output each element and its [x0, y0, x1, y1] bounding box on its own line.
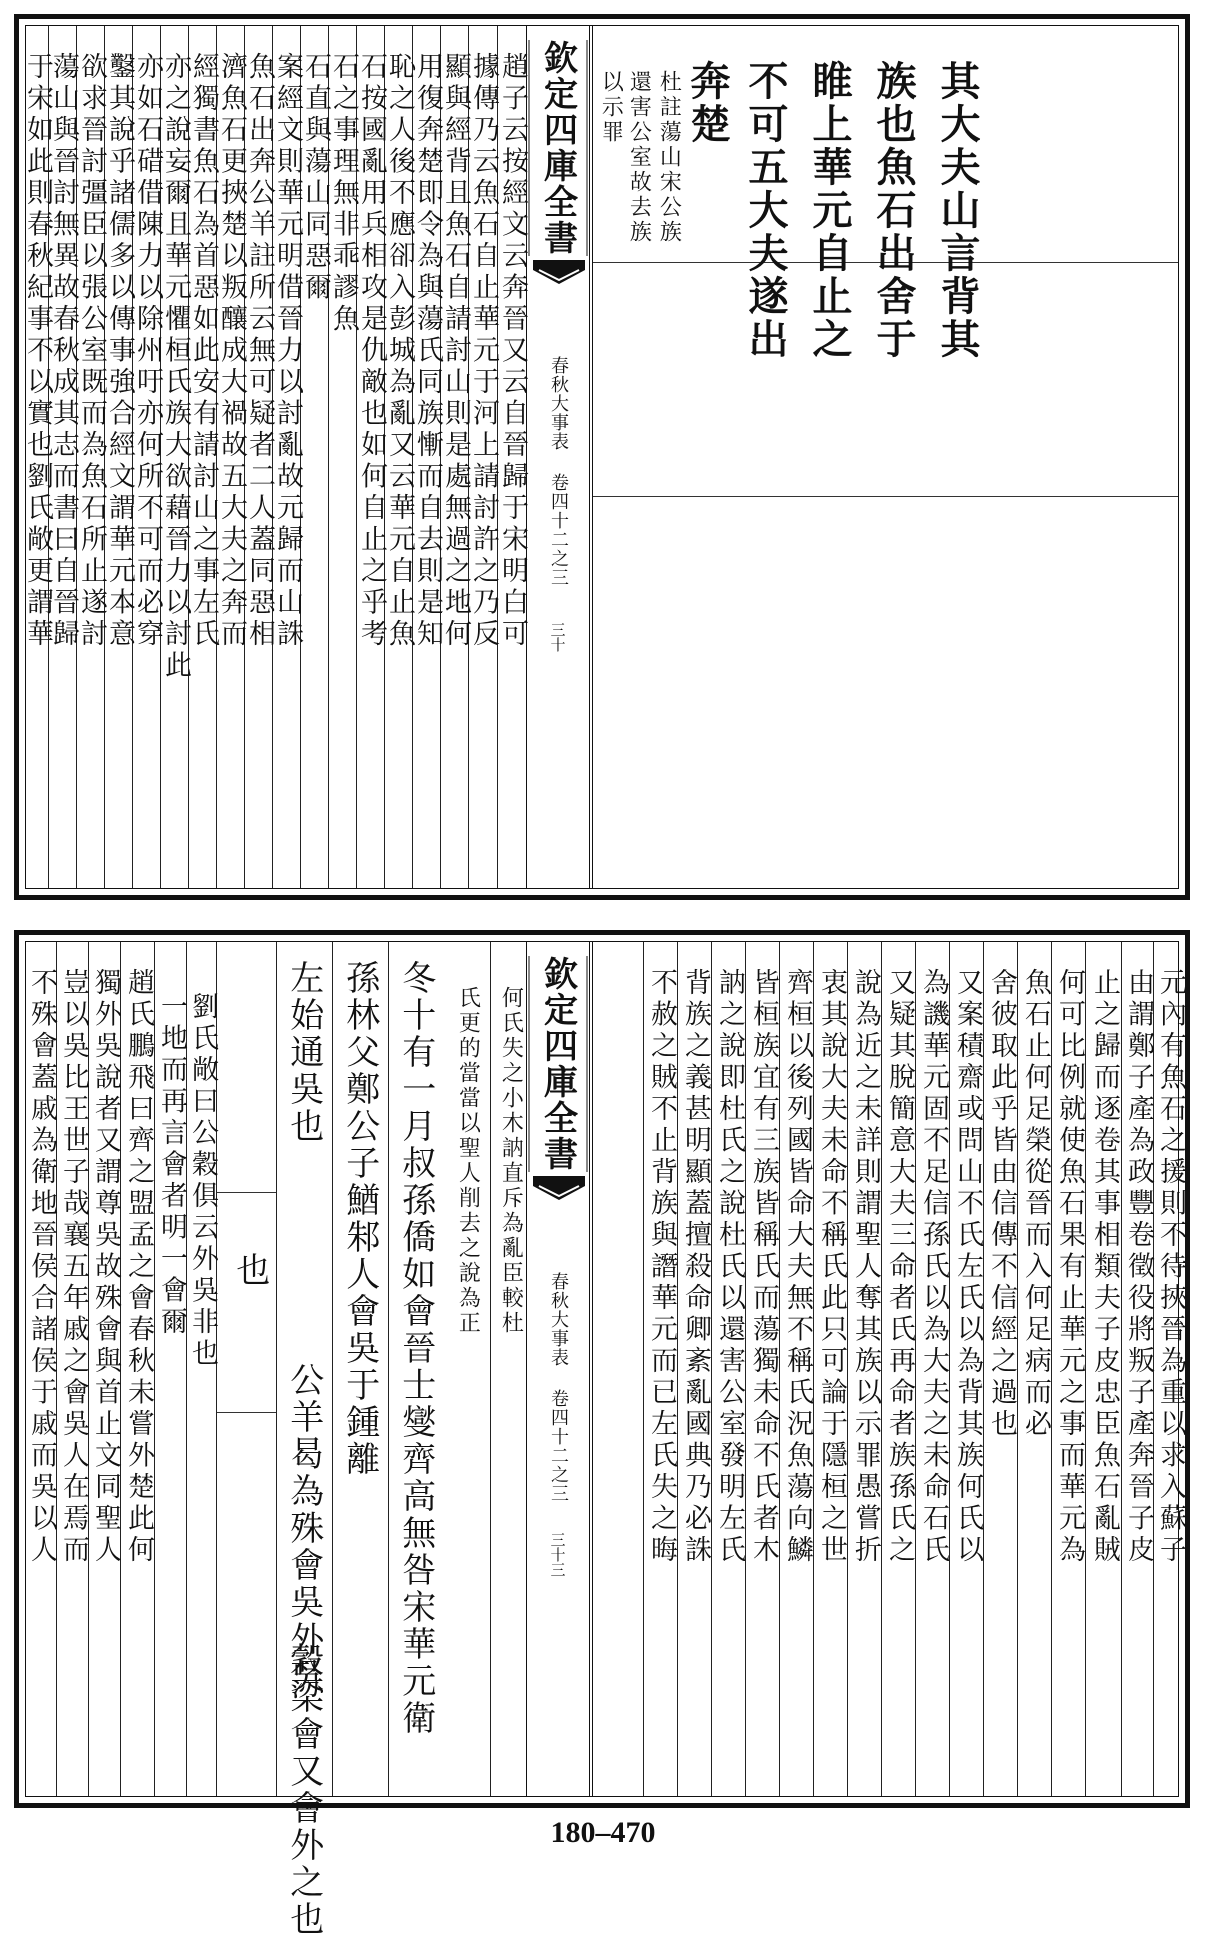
- text-column-box: [26, 942, 56, 1796]
- text-column: 欲求晉討彊臣以張公室既而為魚石所止遂討: [76, 52, 108, 651]
- text-column-box: [813, 942, 847, 1796]
- text-column: 不可五大夫遂出: [742, 60, 789, 361]
- text-column-box: [22, 26, 54, 888]
- text-column: 齊桓以後列國皆命大夫無不稱氏況魚蕩向鱗: [782, 968, 814, 1567]
- text-column: 石直與蕩山同惡爾: [300, 52, 332, 304]
- text-column: 經獨書魚石為首惡如此安有請討山之事左氏: [188, 52, 220, 651]
- text-column-box: [76, 26, 108, 888]
- text-column: 蕩山與晉討無異故春秋成其志而書曰自晉歸: [48, 52, 80, 651]
- text-column-box: [711, 942, 745, 1796]
- text-column: 魚石止何足榮從晉而入何足病而必: [1020, 968, 1052, 1441]
- annotation-column: 以示罪: [598, 70, 624, 145]
- text-column-box: [1153, 942, 1185, 1796]
- text-column-box: [132, 26, 164, 888]
- text-column-box: [332, 942, 388, 1796]
- gloss-divider: [217, 1412, 276, 1413]
- text-column-box: [216, 26, 248, 888]
- text-column: 冬十有一月叔孫僑如會晉士燮齊高無咎宋華元衛: [395, 960, 436, 1737]
- fish-tail-ornament: [533, 1176, 585, 1202]
- text-column-box: [104, 26, 136, 888]
- text-column: 趙子云按經文云奔晉又云自晉歸于宋明白可: [497, 52, 529, 651]
- text-column: 訥之說即杜氏之說杜氏以還害公室發明左氏: [714, 968, 746, 1567]
- text-column-box: [497, 26, 529, 888]
- text-column: 于宋如此則春秋紀事不以實也劉氏敞更謂華: [22, 52, 54, 651]
- text-column-box: [643, 942, 677, 1796]
- text-column-box: [1051, 942, 1085, 1796]
- page-label: 三十三: [548, 1532, 567, 1577]
- text-column-box: [328, 26, 360, 888]
- page-label: 三十: [548, 622, 567, 652]
- text-column-box: [1017, 942, 1051, 1796]
- text-column: 恥之人後不應卻入彭城為亂又云華元自止魚: [384, 52, 416, 651]
- page-number: 180–470: [550, 1816, 656, 1849]
- text-column-box: [983, 942, 1017, 1796]
- text-column: 其大夫山言背其: [934, 60, 981, 361]
- top-right-divider-2: [593, 496, 1178, 497]
- text-column-box: [244, 26, 276, 888]
- text-column: 說為近之未詳則謂聖人奪其族以示罪愚嘗折: [850, 968, 882, 1567]
- text-column-box: [186, 942, 219, 1796]
- text-column-box: [1085, 942, 1121, 1796]
- text-column-box: [188, 26, 220, 888]
- text-column-box: [949, 942, 983, 1796]
- top-right-block: [592, 26, 1178, 888]
- text-column-box: [56, 942, 88, 1796]
- text-column: 為譏華元固不足信孫氏以為大夫之未命石氏: [918, 968, 950, 1567]
- text-column: 皆桓族宜有三族皆稱氏而蕩獨未命不氏者木: [748, 968, 780, 1567]
- text-column: 又疑其脫簡意大夫三命者氏再命者族孫氏之: [884, 968, 916, 1567]
- text-column: 獨外吳說者又謂尊吳故殊會與首止文同聖人: [90, 968, 122, 1567]
- text-column-box: [677, 942, 711, 1796]
- text-column-box: [216, 942, 276, 1796]
- text-column-box: [468, 26, 500, 888]
- text-column: 也: [229, 1252, 270, 1289]
- text-column: 用復奔楚即令為與蕩氏同族慚而自去則是知: [412, 52, 444, 651]
- text-column-box: [154, 942, 186, 1796]
- text-column: 顯與經背且魚石自請討山則是處無過之地何: [440, 52, 472, 651]
- text-column: 族也魚石出舍于: [870, 60, 917, 361]
- bottom-left-body: [26, 942, 526, 1938]
- text-column: 孫林父鄭公子鰌邾人會吳于鍾離: [339, 960, 380, 1478]
- volume-label: 春秋大事表 卷四十二之三: [548, 1272, 569, 1503]
- text-column: 趙氏鵬飛曰齊之盟孟之會春秋未嘗外楚此何: [123, 968, 155, 1567]
- text-column-box: [745, 942, 779, 1796]
- text-column-box: [272, 26, 304, 888]
- top-page: [14, 14, 1190, 900]
- text-column-box: [300, 26, 332, 888]
- text-column: 舍彼取此乎皆由信傳不信經之過也: [986, 968, 1018, 1441]
- text-column: 一地而再言會者明一會爾: [156, 992, 188, 1339]
- text-column-box: [88, 942, 120, 1796]
- text-column: 睢上華元自止之: [806, 60, 853, 361]
- text-column: 石按國亂用兵相攻是仇敵也如何自止之乎考: [356, 52, 388, 651]
- text-column-box: [388, 942, 444, 1796]
- fish-tail-ornament: [533, 260, 585, 286]
- text-column: 亦之說妄爾且華元懼桓氏族大欲藉晉力以討此: [160, 52, 192, 682]
- library-title: 欽定四庫全書: [529, 40, 588, 256]
- text-column: 豈以吳比王世子哉襄五年戚之會吳人在焉而: [58, 968, 90, 1567]
- top-page-frame: [22, 25, 1179, 889]
- text-column-box: [276, 942, 332, 1938]
- text-column: 亦如石碏借陳力以除州吁亦何所不可而必穿: [132, 52, 164, 651]
- top-center-fold: [526, 26, 590, 888]
- text-column: 止之歸而逐卷其事相類夫子皮忠臣魚石亂賊: [1089, 968, 1121, 1567]
- annotation-column: 何氏失之小木訥直斥為亂臣較杜: [498, 986, 524, 1336]
- text-column: 石之事理無非乖謬魚: [328, 52, 360, 336]
- text-column-box: [1121, 942, 1153, 1796]
- top-left-body: [22, 26, 529, 888]
- text-column: 由謂鄭子產為政豐卷徵役將叛子產奔晉子皮: [1123, 968, 1155, 1567]
- annotation-column: 氏更的當當以聖人削去之說為正: [455, 986, 481, 1336]
- text-column: 劉氏敞曰公穀俱云外吳非也: [187, 992, 219, 1370]
- bottom-right-body: [592, 942, 1187, 1796]
- text-column-box: [120, 942, 154, 1796]
- bottom-center-fold: [526, 942, 590, 1796]
- text-column: 鑿其說乎諸儒多以傳事強合經文謂華元本意: [104, 52, 136, 651]
- text-column: 濟魚石更挾楚以叛釀成大禍故五大夫之奔而: [216, 52, 248, 651]
- text-column-box: [881, 942, 915, 1796]
- text-column: 不赦之賊不止背族與譖華元而已左氏失之晦: [646, 968, 678, 1567]
- annotation-column: 還害公室故去族: [626, 70, 652, 245]
- text-column: 案經文則華元明借晉力以討亂故元歸而山誅: [272, 52, 304, 651]
- text-column: 又案積齋或問山不氏左氏以為背其族何氏以: [952, 968, 984, 1567]
- text-column-box: [160, 26, 192, 888]
- text-column-box: [444, 942, 490, 1796]
- text-column-box: [384, 26, 416, 888]
- gloss-divider: [217, 1192, 276, 1193]
- text-column: 衷其說大夫未命不稱氏此只可論于隱桓之世: [816, 968, 848, 1567]
- annotation-column: 杜註蕩山宋公族: [656, 70, 682, 245]
- text-column-box: [490, 942, 526, 1796]
- text-column: 何可比例就使魚石果有止華元之事而華元為: [1054, 968, 1086, 1567]
- text-column: 奔楚: [684, 60, 731, 146]
- library-title: 欽定四庫全書: [529, 956, 588, 1172]
- text-column-box: [440, 26, 472, 888]
- text-column-box: [412, 26, 444, 888]
- text-column: 左始通吳也: [283, 960, 324, 1145]
- text-column: 公羊曷為殊會吳外吳: [283, 1362, 324, 1695]
- text-column: 元內有魚石之援則不待挾晉為重以求入蘇子: [1155, 968, 1187, 1567]
- text-column: 據傳乃云魚石自止華元于河上請討許之乃反: [468, 52, 500, 651]
- text-column-box: [847, 942, 881, 1796]
- text-column: 魚石出奔公羊註所云無可疑者二人蓋同惡相: [244, 52, 276, 651]
- text-column-box: [356, 26, 388, 888]
- text-column: 背族之義甚明顯蓋擅殺命卿紊亂國典乃必誅: [680, 968, 712, 1567]
- volume-label: 春秋大事表 卷四十二之三: [548, 356, 569, 587]
- text-column: 不殊會蓋戚為衛地晉侯合諸侯于戚而吳以人: [26, 968, 58, 1567]
- text-column: 穀梁會又會外之也: [283, 1642, 324, 1938]
- text-column-box: [915, 942, 949, 1796]
- text-column-box: [779, 942, 813, 1796]
